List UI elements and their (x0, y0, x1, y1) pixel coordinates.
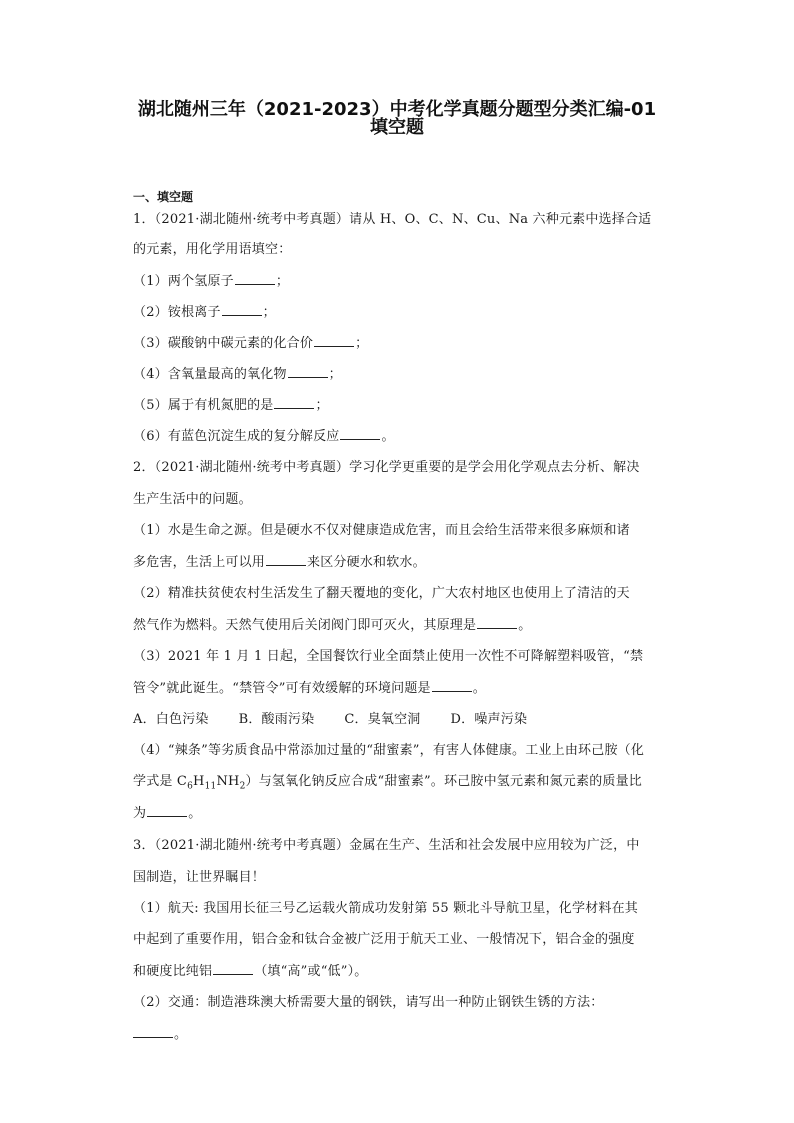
answer-blank[interactable] (222, 304, 262, 316)
formula-text: H (193, 774, 205, 789)
answer-blank[interactable] (235, 273, 275, 285)
q2-part2-text: 然气作为燃料。天然气使用后关闭阀门即可灭火，其原理是 (133, 618, 477, 633)
formula-subscript: 11 (204, 781, 217, 792)
q1-item-6-punct: 。 (381, 429, 395, 444)
q1-item-2 (133, 304, 276, 321)
document-subtitle: 填空题 (370, 117, 424, 138)
q1-stem-line2: 的元素，用化学用语填空： (133, 242, 292, 257)
q3-stem-line2: 国制造，让世界瞩目！ (133, 870, 266, 885)
q3-part2-line2 (133, 1026, 187, 1043)
option-a[interactable]: A．白色污染 (133, 712, 209, 727)
q2-options (133, 712, 557, 728)
answer-blank[interactable] (340, 428, 380, 440)
q1-item-3-text: （3）碳酸钠中碳元素的化合价 (133, 336, 314, 351)
q3-part1-line1: （1）航天: 我国用长征三号乙运载火箭成功发射第 55 颗北斗导航卫星，化学材料在其 (133, 901, 638, 916)
q3-part1-text-end: （填“高”或“低”）。 (254, 964, 368, 979)
option-b[interactable]: B．酸雨污染 (238, 712, 315, 727)
q3-part2-punct: 。 (174, 1027, 188, 1042)
q1-item-5-text: （5）属于有机氮肥的是 (133, 398, 274, 413)
q2-part1-line2 (133, 554, 426, 571)
q2-part1-text: 多危害，生活上可以用 (133, 555, 266, 570)
q1-item-1-text: （1）两个氢原子 (133, 274, 234, 289)
answer-blank[interactable] (147, 805, 187, 817)
q1-item-3 (133, 335, 368, 352)
q2-part3-line2 (133, 680, 486, 697)
q3-part1-line3 (133, 963, 368, 980)
q2-part4-text-start: 为 (133, 806, 147, 821)
formula-text: NH (216, 774, 240, 789)
option-d[interactable]: D．噪声污染 (450, 712, 528, 727)
q1-item-4-punct: ； (328, 367, 342, 382)
q3-part1-text: 和硬度比纯铝 (133, 964, 213, 979)
q2-stem-line2: 生产生活中的问题。 (133, 492, 252, 507)
q1-item-6-text: （6）有蓝色沉淀生成的复分解反应 (133, 429, 340, 444)
q2-part2-punct: 。 (518, 618, 532, 633)
q2-part2-line2 (133, 617, 531, 634)
q1-item-2-punct: ； (262, 305, 276, 320)
q1-item-4 (133, 366, 342, 383)
q2-stem-line1: 2．（2021·湖北随州·统考中考真题）学习化学更重要的是学会用化学观点去分析、解决 (133, 460, 640, 475)
q2-part4-line2 (133, 774, 642, 795)
q2-part4-punct: 。 (188, 806, 202, 821)
q1-item-4-text: （4）含氧量最高的氧化物 (133, 367, 287, 382)
q2-part4-line1: （4）“辣条”等劣质食品中常添加过量的“甜蜜素”，有害人体健康。工业上由环己胺（化 (133, 743, 645, 758)
q2-part3-punct: 。 (472, 681, 486, 696)
q1-item-5-punct: ； (315, 398, 329, 413)
section-heading: 一、填空题 (133, 190, 194, 204)
q1-item-3-punct: ； (355, 336, 369, 351)
q2-part4-line3 (133, 805, 201, 822)
q2-part3-text: 管令”就此诞生。“禁管令”可有效缓解的环境问题是 (133, 681, 431, 696)
document-title: 湖北随州三年（2021-2023）中考化学真题分题型分类汇编-01 (137, 99, 657, 120)
q3-stem-line1: 3．（2021·湖北随州·统考中考真题）金属在生产、生活和社会发展中应用较为广泛，中 (133, 838, 640, 853)
q2-part2-line1: （2）精准扶贫使农村生活发生了翻天覆地的变化，广大农村地区也使用上了清洁的天 (133, 586, 630, 601)
answer-blank[interactable] (133, 1026, 173, 1038)
q2-part1-text-end: 来区分硬水和软水。 (307, 555, 426, 570)
q1-item-6 (133, 428, 395, 445)
answer-blank[interactable] (288, 366, 328, 378)
answer-blank[interactable] (314, 335, 354, 347)
q1-stem-line1: 1．（2021·湖北随州·统考中考真题）请从 H、O、C、N、Cu、Na 六种元素中选择合适 (133, 212, 652, 227)
answer-blank[interactable] (432, 680, 472, 692)
formula-subscript: 2 (239, 781, 246, 792)
q2-part4-text: ）与氢氧化钠反应合成“甜蜜素”。环己胺中氢元素和氮元素的质量比 (245, 774, 642, 789)
q1-item-1 (133, 273, 289, 290)
answer-blank[interactable] (274, 397, 314, 409)
q1-item-5 (133, 397, 329, 414)
option-c[interactable]: C．臭氧空洞 (344, 712, 421, 727)
answer-blank[interactable] (266, 554, 306, 566)
answer-blank[interactable] (213, 963, 253, 975)
q3-part1-line2: 中起到了重要作用，铝合金和钛合金被广泛用于航天工业、一般情况下，铝合金的强度 (133, 932, 635, 947)
q2-part3-line1: （3）2021 年 1 月 1 日起，全国餐饮行业全面禁止使用一次性不可降解塑料吸管，“禁 (133, 649, 644, 664)
q3-part2-line1: （2）交通：制造港珠澳大桥需要大量的钢铁，请写出一种防止钢铁生锈的方法： (133, 995, 604, 1010)
formula-text: 学式是 C (133, 774, 188, 789)
q2-part1-line1: （1）水是生命之源。但是硬水不仅对健康造成危害，而且会给生活带来很多麻烦和诸 (133, 523, 630, 538)
q1-item-2-text: （2）铵根离子 (133, 305, 221, 320)
q1-item-1-punct: ； (275, 274, 290, 289)
answer-blank[interactable] (477, 617, 517, 629)
formula-subscript: 6 (187, 781, 194, 792)
